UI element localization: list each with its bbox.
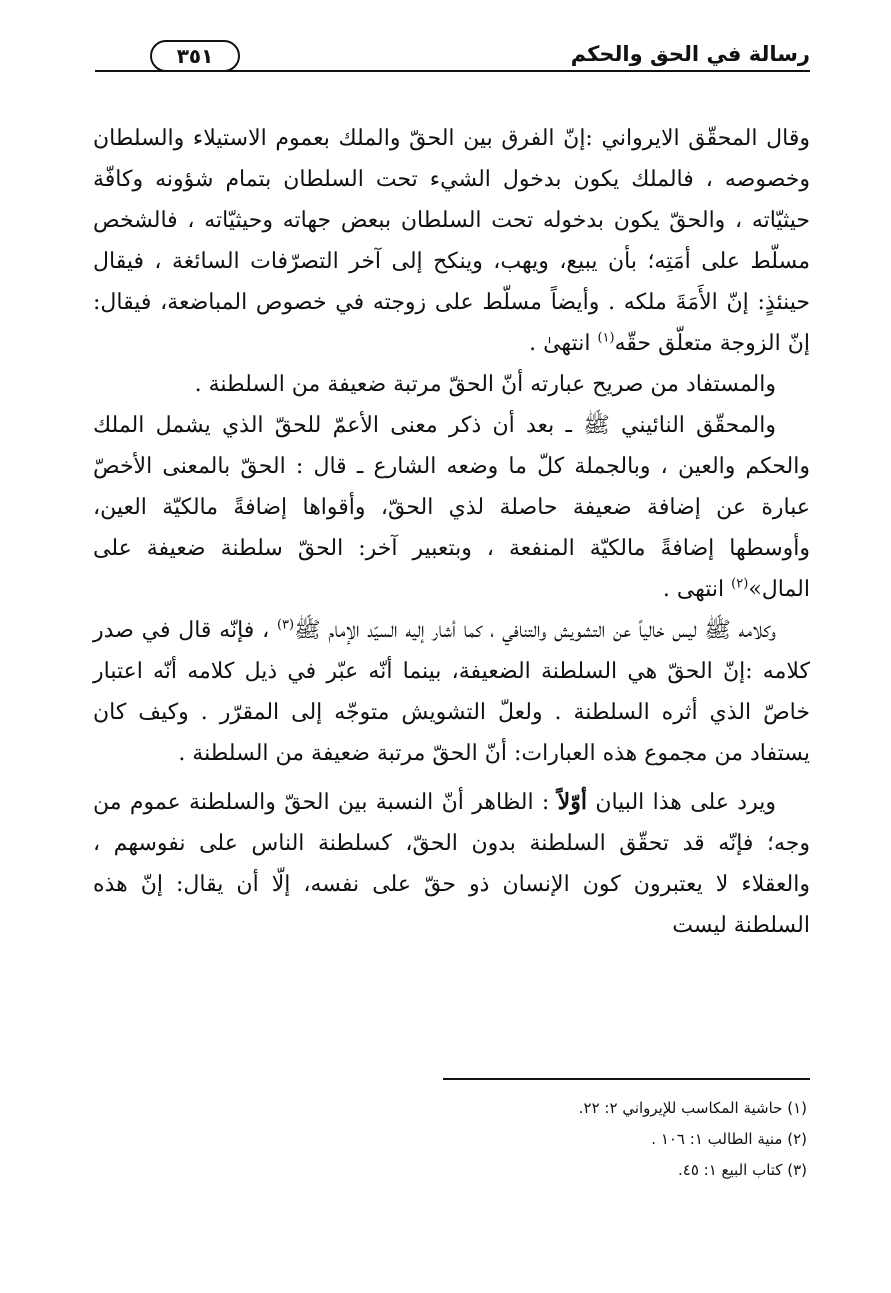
- paragraph-5-bold: أوّلاً: [557, 789, 587, 815]
- paragraph-1: [93, 118, 810, 364]
- paragraph-5-text-b: : الظاهر أنّ النسبة بين الحقّ والسلطنة عموم من وجه؛ فإنّه قد تحقّق السلطنة بدون الحقّ، كسلطنة الناس على نفوسهم ، والعقلاء لا يعتبرون كون الإنسان ذو حقّ على نفسه، إلّا أن يقال: إنّ هذه السلطنة ليست: [93, 790, 810, 938]
- paragraph-3: [93, 405, 810, 610]
- running-title: رسالة في الحق والحكم: [570, 42, 810, 66]
- footnote-ref-1: (١): [597, 330, 615, 346]
- paragraph-1-text: وقال المحقّق الايرواني :إنّ الفرق بين الحقّ والملك بعموم الاستيلاء والسلطان وخصوصه ، فالملك يكون بدخول الشيء تحت السلطان بتمام شؤونه وكافّة حيثيّاته ، والحقّ يكون بدخوله تحت السلطان ببعض جهاته وحيثيّاته ، فالشخص مسلّط على أمَتِه؛ بأن يبيع، ويهب، وينكح إلى آخر التصرّفات السائغة ، فيقال حينئذٍ: إنّ الأَمَةَ ملكه . وأيضاً مسلّط على زوجته في خصوص المباضعة، فيقال: إنّ الزوجة متعلّق حقّه: [93, 126, 810, 356]
- paragraph-4-text-b: ، فإنّه قال في صدر كلامه :إنّ الحقّ هي السلطنة الضعيفة، بينما أنّه عبّر في ذيل كلامه أنّه اعتبار خاصّ الذي أثره السلطنة . ولعلّ التشويش متوجّه إلى المقرّر . وكيف كان يستفاد من مجموع هذه العبارات: أنّ الحقّ مرتبة ضعيفة من السلطنة .: [93, 618, 810, 766]
- paragraph-1-end: انتهىٰ .: [529, 331, 598, 356]
- footnote-3: (٣) كتاب البيع ١: ٤٥.: [677, 1161, 807, 1179]
- paragraph-3-end: انتهى .: [662, 577, 732, 602]
- footnotes: [107, 1093, 807, 1186]
- footnote-ref-2: (٢): [731, 576, 749, 592]
- paragraph-5-text-a: ويرد على هذا البيان: [586, 790, 776, 815]
- footnote-2: (٢) منية الطالب ١: ١٠٦ .: [651, 1130, 807, 1148]
- paragraph-4-text-a: وكلامه ﷺ ليس خالياً عن التشويش والتنافي ، كما أشار إليه السيّد الإمام ﷺ: [294, 618, 777, 643]
- footnote-1: (١) حاشية المكاسب للإيرواني ٢: ٢٢.: [578, 1099, 807, 1117]
- footnote-ref-3: (٣): [276, 617, 295, 633]
- main-text: [93, 118, 810, 946]
- paragraph-2: والمستفاد من صريح عبارته أنّ الحقّ مرتبة ضعيفة من السلطنة .: [194, 372, 776, 397]
- running-header: [95, 40, 810, 74]
- header-rule: [95, 70, 810, 72]
- paragraph-3-text: والمحقّق النائيني ﷺ ـ بعد أن ذكر معنى الأعمّ للحقّ الذي يشمل الملك والحكم والعين ، وبالجملة كلّ ما وضعه الشارع ـ قال : الحقّ بالمعنى الأخصّ عبارة عن إضافة ضعيفة حاصلة لذي الحقّ، وأقواها إضافةً مالكيّة العين، وأوسطها إضافةً مالكيّة المنفعة ، وبتعبير آخر: الحقّ سلطنة ضعيفة على المال»: [93, 413, 810, 602]
- paragraph-4: [93, 610, 810, 774]
- footnote-rule: [443, 1078, 810, 1080]
- page-number: ٣٥١: [150, 40, 240, 72]
- paragraph-5: [93, 782, 810, 946]
